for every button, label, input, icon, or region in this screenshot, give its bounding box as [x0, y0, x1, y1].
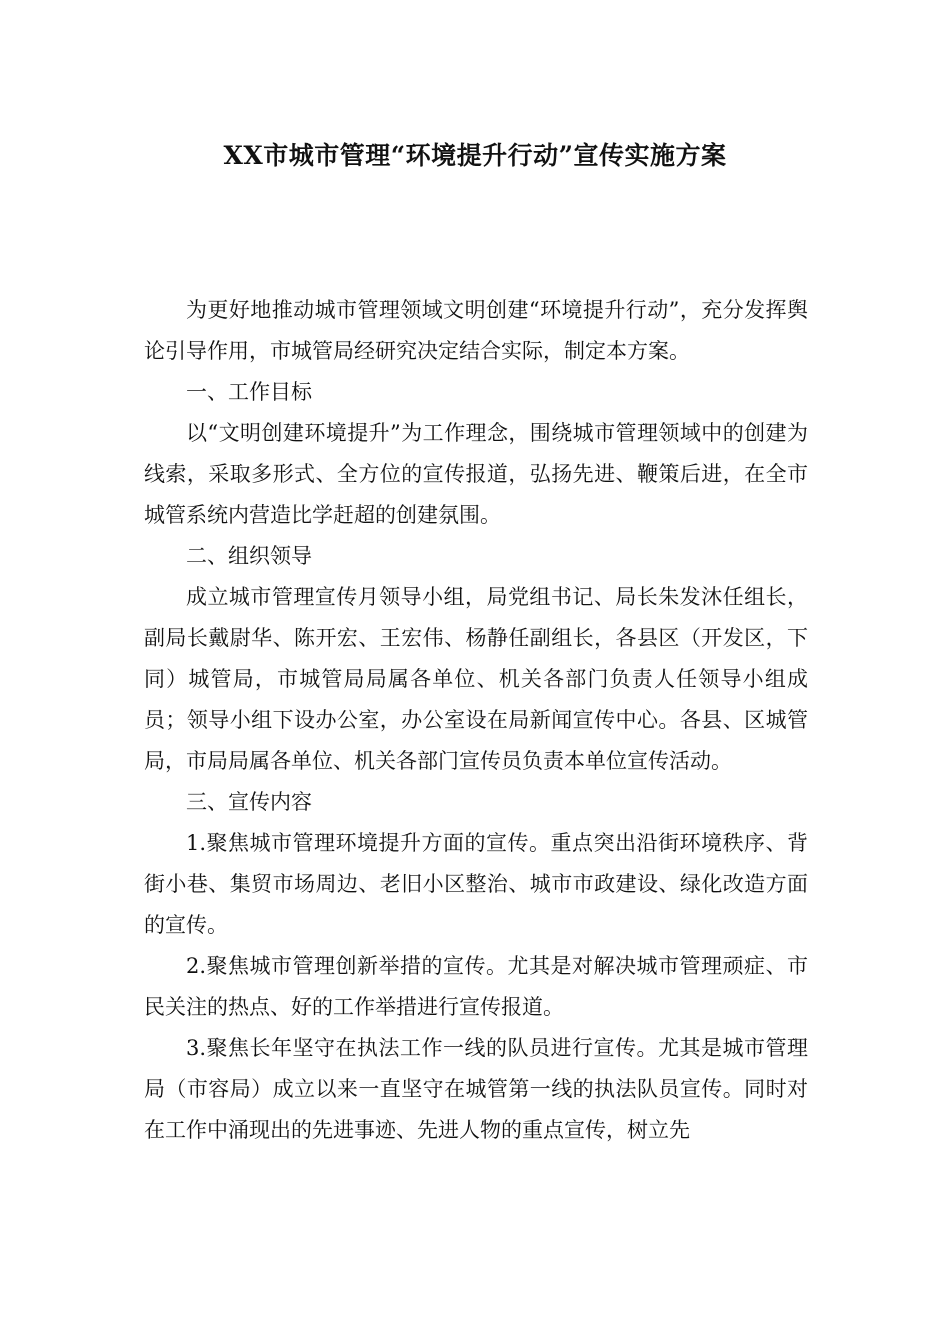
content-item-2: 2.聚焦城市管理创新举措的宣传。尤其是对解决城市管理顽症、市民关注的热点、好的工作举措进行宣传报道。: [144, 954, 808, 1019]
goals-paragraph: 以“文明创建环境提升”为工作理念，围绕城市管理领域中的创建为线索，采取多形式、全方位的宣传报道，弘扬先进、鞭策后进，在全市城管系统内营造比学赶超的创建氛围。: [144, 421, 808, 527]
leadership-paragraph: 成立城市管理宣传月领导小组，局党组书记、局长朱发沐任组长，副局长戴尉华、陈开宏、王宏伟、杨静任副组长，各县区（开发区，下同）城管局，市城管局局属各单位、机关各部门负责人任领导小组成员；领导小组下设办公室，办公室设在局新闻宣传中心。各县、区城管局，市局局属各单位、机关各部门宣传员负责本单位宣传活动。: [144, 585, 808, 773]
content-item-3: 3.聚焦长年坚守在执法工作一线的队员进行宣传。尤其是城市管理局（市容局）成立以来一直坚守在城管第一线的执法队员宣传。同时对在工作中涌现出的先进事迹、先进人物的重点宣传，树立先: [144, 1036, 808, 1142]
document-body: [144, 290, 808, 1151]
document-title: XX市城市管理“环境提升行动”宣传实施方案: [223, 141, 727, 170]
content-item-1: 1.聚焦城市管理环境提升方面的宣传。重点突出沿街环境秩序、背街小巷、集贸市场周边、老旧小区整治、城市市政建设、绿化改造方面的宣传。: [144, 831, 808, 937]
section-heading-goals: 一、工作目标: [186, 380, 312, 404]
intro-paragraph: 为更好地推动城市管理领域文明创建“环境提升行动”，充分发挥舆论引导作用，市城管局经研究决定结合实际，制定本方案。: [144, 298, 808, 363]
section-heading-content: 三、宣传内容: [186, 790, 312, 814]
section-heading-leadership: 二、组织领导: [186, 544, 312, 568]
